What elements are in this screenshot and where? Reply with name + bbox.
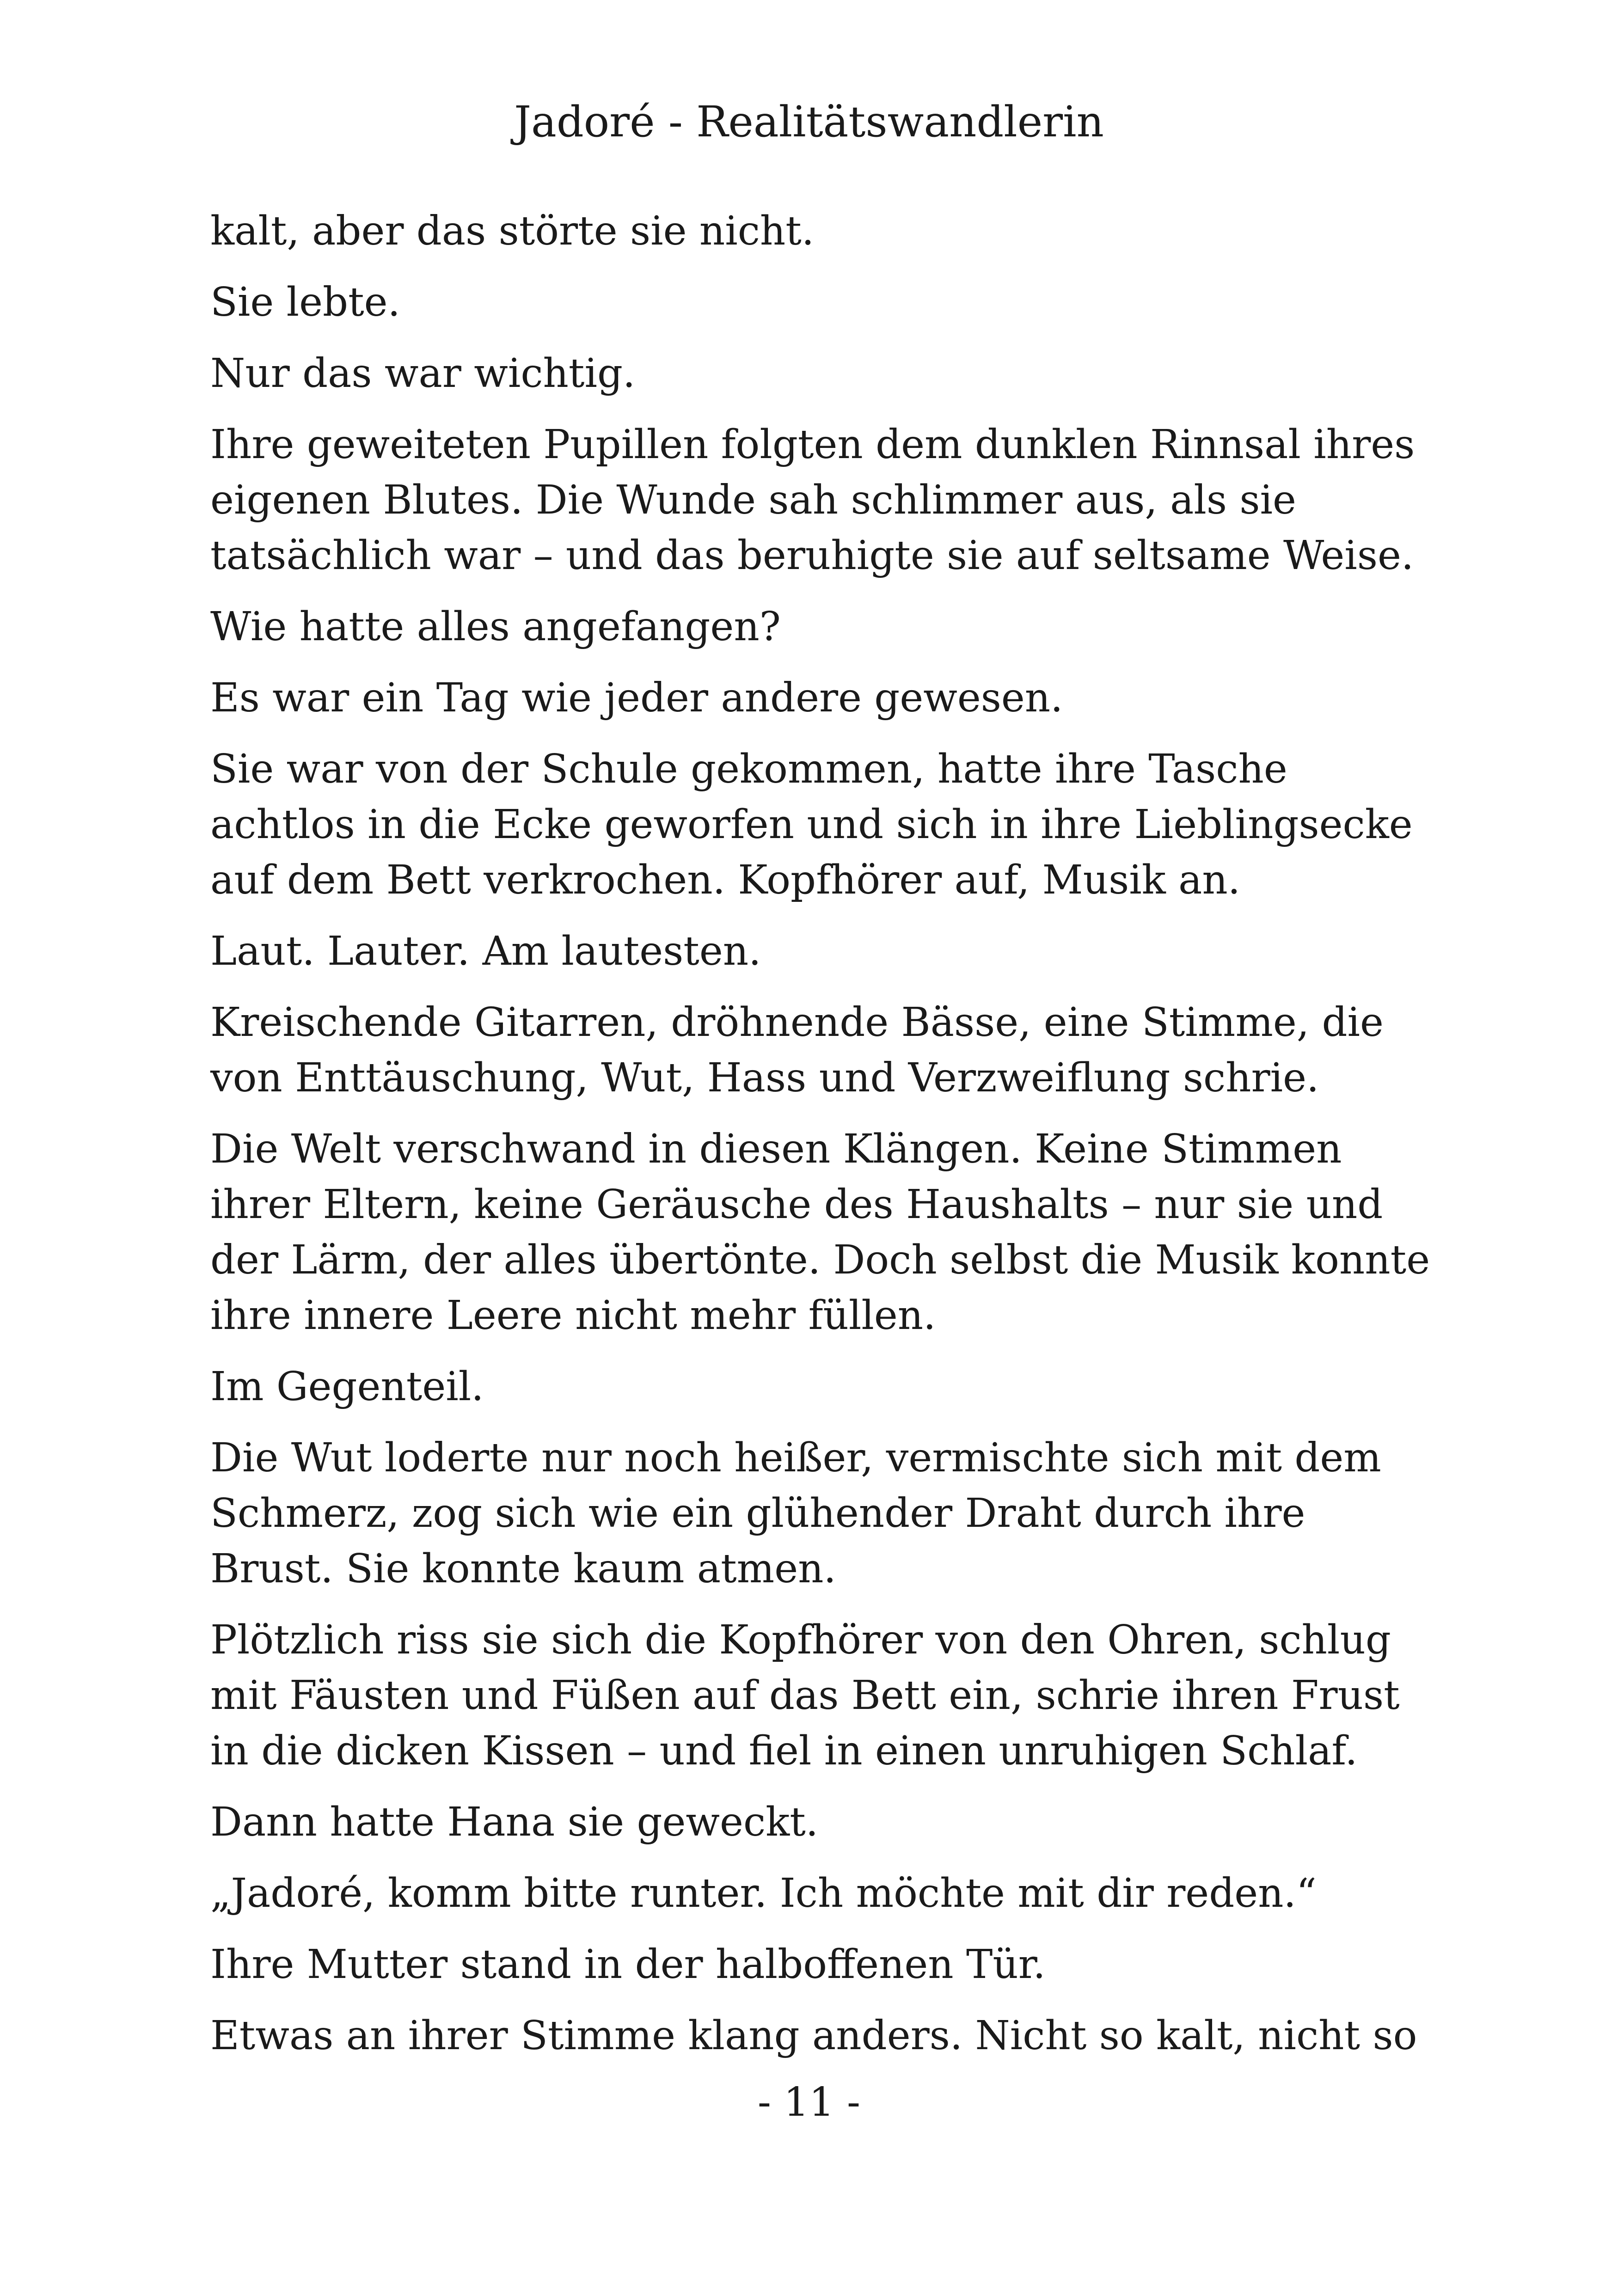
paragraph: Die Wut loderte nur noch heißer, vermischte sich mit dem Schmerz, zog sich wie ein glühender Draht durch ihre Brust. Sie konnte kaum atmen. xyxy=(210,1435,1381,1592)
paragraph: Im Gegenteil. xyxy=(210,1364,484,1410)
paragraph: Sie war von der Schule gekommen, hatte ihre Tasche achtlos in die Ecke geworfen und sich in ihre Lieblingsecke auf dem Bett verkrochen. Kopfhörer auf, Musik an. xyxy=(210,746,1413,903)
paragraph: Plötzlich riss sie sich die Kopfhörer von den Ohren, schlug mit Fäusten und Füßen auf das Bett ein, schrie ihren Frust in die dicken Kissen – und fiel in einen unruhigen Schlaf. xyxy=(210,1617,1400,1774)
paragraph: Ihre geweiteten Pupillen folgten dem dunklen Rinnsal ihres eigenen Blutes. Die Wunde sah schlimmer aus, als sie tatsächlich war – und das beruhigte sie auf seltsame Weise. xyxy=(210,422,1415,579)
page-body xyxy=(210,203,1431,2079)
page-number: - 11 - xyxy=(757,2079,861,2125)
paragraph: Ihre Mutter stand in der halboffenen Tür. xyxy=(210,1941,1046,1988)
paragraph: Kreischende Gitarren, dröhnende Bässe, eine Stimme, die von Enttäuschung, Wut, Hass und Verzweiflung schrie. xyxy=(210,999,1384,1101)
paragraph: Es war ein Tag wie jeder andere gewesen. xyxy=(210,675,1063,721)
paragraph: Dann hatte Hana sie geweckt. xyxy=(210,1799,819,1845)
paragraph: Die Welt verschwand in diesen Klängen. Keine Stimmen ihrer Eltern, keine Geräusche des Haushalts – nur sie und der Lärm, der alles übertönte. Doch selbst die Musik konnte ihre innere Leere nicht mehr füllen. xyxy=(210,1126,1430,1339)
paragraph: Nur das war wichtig. xyxy=(210,350,636,397)
paragraph: Etwas an ihrer Stimme klang anders. Nicht so kalt, nicht so xyxy=(210,2013,1417,2059)
paragraph: kalt, aber das störte sie nicht. xyxy=(210,208,815,254)
paragraph: Sie lebte. xyxy=(210,279,400,325)
paragraph: Laut. Lauter. Am lautesten. xyxy=(210,928,761,974)
running-header: Jadoré - Realitätswandlerin xyxy=(514,97,1104,147)
paragraph: „Jadoré, komm bitte runter. Ich möchte mit dir reden.“ xyxy=(210,1870,1317,1916)
paragraph: Wie hatte alles angefangen? xyxy=(210,604,781,650)
